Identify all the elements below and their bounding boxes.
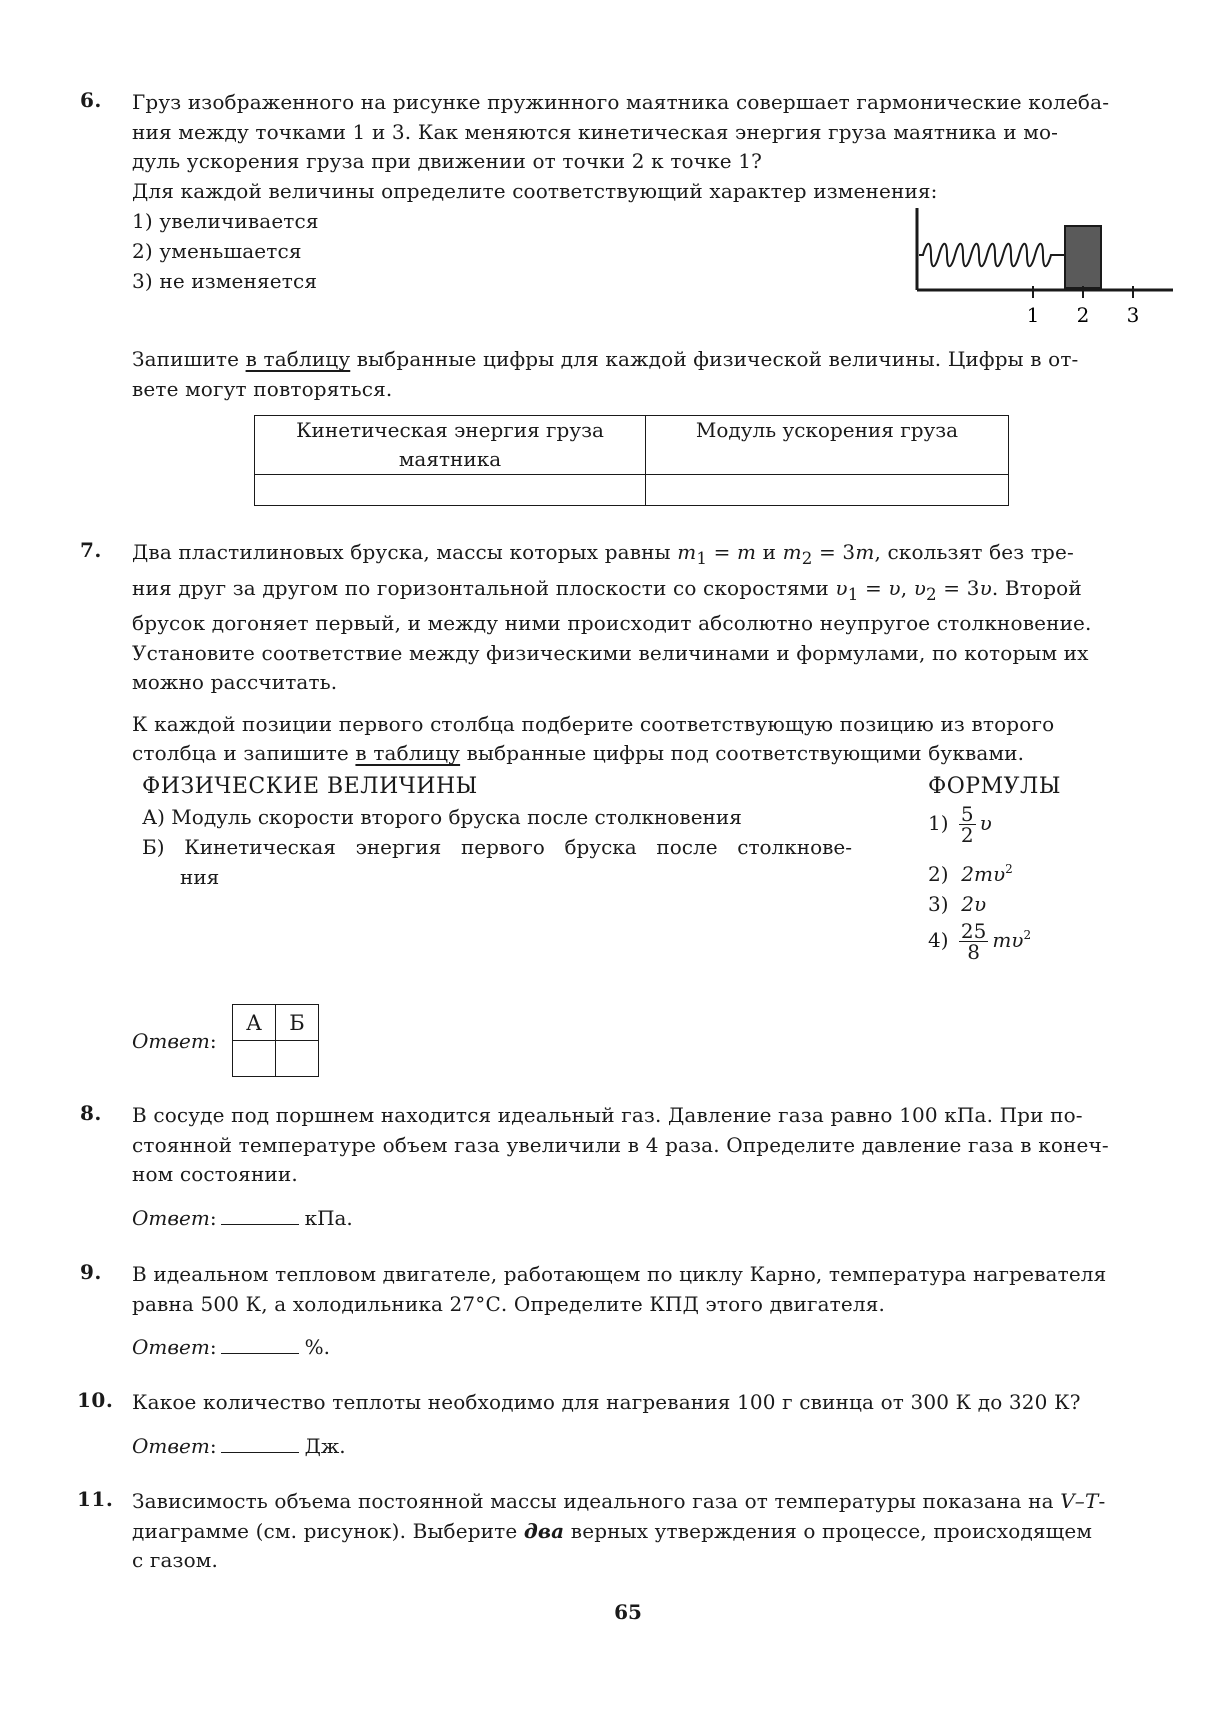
table-reference: в таблицу — [355, 741, 461, 765]
quantity-a: А) Модуль скорости второго бруска после столкновения — [142, 805, 742, 829]
header-kinetic-energy: Кинетическая энергия груза маятника — [255, 416, 646, 475]
answer-blank[interactable] — [221, 1430, 299, 1453]
formulas-column — [928, 772, 1148, 962]
text-line: Груз изображенного на рисунке пружинного маятника совершает гармонические колеба- — [132, 90, 1110, 114]
answer-table-6 — [254, 415, 1009, 506]
problem-number: 10. — [77, 1388, 114, 1412]
text-line: Какое количество теплоты необходимо для нагревания 100 г свинца от 300 К до 320 К? — [132, 1390, 1081, 1414]
problem-8 — [70, 1101, 1185, 1233]
header-acceleration: Модуль ускорения груза — [646, 416, 1009, 475]
text-line: ния друг за другом по горизонтальной плоскости со скоростями $\upsilon_1 = \upsilon$, $\upsilon_2 = 3\upsilon$. Второй — [132, 575, 1082, 604]
load-block — [1065, 226, 1101, 288]
text-line: диаграмме (см. рисунок). Выберите два верных утверждения о процессе, происходящем — [132, 1518, 1093, 1543]
answer-table-7 — [232, 1004, 319, 1077]
option-item: 3) не изменяется — [132, 269, 318, 293]
quantities-column — [142, 772, 852, 892]
text-line: дуль ускорения груза при движении от точки 2 к точке 1? — [132, 149, 762, 173]
quantity-b: Б) Кинетическая энергия первого бруска после столкнове- — [142, 835, 852, 859]
problem-number: 8. — [80, 1101, 102, 1125]
answer-cell-a[interactable] — [233, 1041, 276, 1077]
text-line: В идеальном тепловом двигателе, работающем по циклу Карно, температура нагревателя — [132, 1262, 1107, 1286]
text-line: Установите соответствие между физическими величинами и формулами, по которым их — [132, 640, 1089, 665]
problem-9 — [70, 1260, 1185, 1362]
text-line: равна 500 К, а холодильника 27°С. Определите КПД этого двигателя. — [132, 1291, 885, 1316]
text-line: можно рассчитать. — [132, 670, 338, 694]
formula-4: 4) $\frac{25}{8}$ $m\upsilon^2$ — [928, 919, 1032, 964]
instruction-line: К каждой позиции первого столбца подберите соответствующую позицию из второго — [132, 711, 1055, 736]
text-line: с газом. — [132, 1548, 219, 1572]
text-line: Для каждой величины определите соответствующий характер изменения: — [132, 178, 938, 203]
problem-number: 9. — [80, 1260, 102, 1284]
answer-cell-kinetic-energy[interactable] — [255, 475, 646, 506]
answer-blank[interactable] — [221, 1202, 299, 1225]
text-line: В сосуде под поршнем находится идеальный газ. Давление газа равно 100 кПа. При по- — [132, 1103, 1083, 1127]
text-line: Два пластилиновых бруска, массы которых равны $m_1 = m$ и $m_2 = 3m$, скользят без тре- — [132, 540, 1074, 568]
point-label: 3 — [1126, 303, 1140, 327]
text-line: Зависимость объема постоянной массы идеального газа от температуры показана на V–T- — [132, 1489, 1106, 1513]
spring-pendulum-figure — [905, 200, 1185, 330]
text-line: ном состоянии. — [132, 1162, 298, 1186]
column-b-header: Б — [276, 1005, 319, 1041]
answer-label-7: Ответ: — [132, 1029, 217, 1053]
formula-1: 1) $\frac{5}{2}$ υ — [928, 802, 992, 847]
answer-blank[interactable] — [221, 1331, 299, 1354]
instruction-line: Запишите в таблицу выбранные цифры для каждой физической величины. Цифры в от- — [132, 347, 1079, 371]
formulas-header: ФОРМУЛЫ — [928, 774, 1062, 799]
quantity-b-continued: ния — [180, 865, 220, 889]
text-line: ния между точками 1 и 3. Как меняются кинетическая энергия груза маятника и мо- — [132, 119, 1059, 144]
column-a-header: А — [233, 1005, 276, 1041]
problem-11 — [70, 1487, 1185, 1576]
formula-3: 3) 2υ — [928, 892, 987, 916]
instruction-line: столбца и запишите в таблицу выбранные цифры под соответствующими буквами. — [132, 741, 1025, 765]
formula-2: 2) $2m\upsilon^2$ — [928, 862, 1013, 886]
answer-cell-acceleration[interactable] — [646, 475, 1009, 506]
instruction-line: вете могут повторяться. — [132, 376, 393, 401]
spring-coil — [919, 244, 1065, 267]
problem-number: 6. — [80, 88, 102, 112]
problem-7 — [70, 538, 1185, 769]
point-label: 2 — [1076, 303, 1090, 327]
text-line: брусок догоняет первый, и между ними происходит абсолютно неупругое столкновение. — [132, 611, 1092, 635]
table-reference: в таблицу — [245, 347, 351, 371]
answer-cell-b[interactable] — [276, 1041, 319, 1077]
problem-number: 11. — [77, 1487, 114, 1511]
answer-line: Ответ: %. — [132, 1331, 1185, 1362]
option-item: 2) уменьшается — [132, 239, 302, 263]
text-line: стоянной температуре объем газа увеличили в 4 раза. Определите давление газа в конеч- — [132, 1132, 1109, 1157]
problem-10 — [70, 1388, 1185, 1461]
quantities-header: ФИЗИЧЕСКИЕ ВЕЛИЧИНЫ — [142, 774, 478, 799]
page-number: 65 — [614, 1600, 642, 1624]
problem-number: 7. — [80, 538, 102, 562]
point-label: 1 — [1026, 303, 1040, 327]
problem-6-instructions — [70, 345, 1185, 404]
option-item: 1) увеличивается — [132, 209, 319, 233]
answer-line: Ответ: кПа. — [132, 1202, 1185, 1233]
answer-line: Ответ: Дж. — [132, 1430, 1185, 1461]
